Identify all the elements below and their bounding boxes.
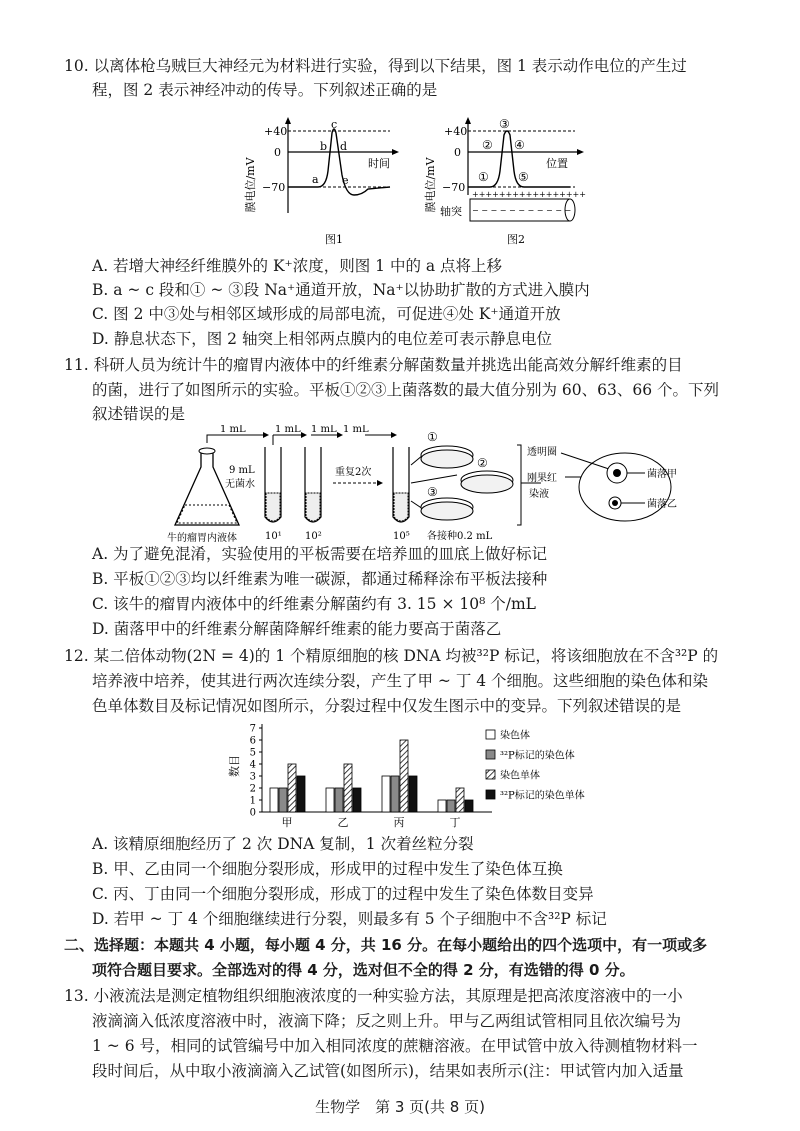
section2-line2: 项符合题目要求。全部选对的得 4 分，选对但不全的得 2 分，有选错的得 0 分。 [92,961,635,979]
fig1-tick-m70: −70 [262,181,286,194]
q11-plate-1: ① [427,430,438,444]
chart-bar [456,788,464,812]
q10-stem-line2: 程，图 2 表示神经冲动的传导。下列叙述正确的是 [92,81,438,99]
fig1-label-d: d [340,140,348,153]
chart-legend-label: 染色单体 [500,770,540,782]
q11-ml-4: 1 mL [343,425,369,435]
chart-bar [465,800,473,812]
chart-legend-swatch [486,790,495,799]
chart-y-tick-label: 5 [249,747,256,759]
q12-option-c: C. 丙、丁由同一个细胞分裂形成，形成丁的过程中发生了染色体数目变异 [92,885,594,903]
chart-legend-swatch [486,770,495,779]
q13-line4: 段时间后，从中取小液滴滴入乙试管(如图所示)，结果如表所示(注：甲试管内加入适量 [92,1062,684,1080]
q13-line1: 13. 小液流法是测定植物组织细胞液浓度的一种实验方法，其原理是把高浓度溶液中的一小 [64,987,683,1005]
q10-option-d: D. 静息状态下，图 2 轴突上相邻两点膜内的电位差可表示静息电位 [92,330,552,348]
chart-legend-label: 染色体 [500,730,530,742]
fig2-tick-40: +40 [444,125,468,138]
q11-option-b: B. 平板①②③均以纤维素为唯一碳源，都通过稀释涂布平板法接种 [92,570,548,588]
chart-bar [391,776,399,812]
chart-x-label: 甲 [281,816,293,829]
chart-ylabel: 数目 [228,755,241,777]
fig2-point-3: ③ [499,117,510,131]
q10-option-c: C. 图 2 中③处与相邻区域形成的局部电流，可促进④处 K⁺通道开放 [92,305,561,323]
fig2-point-5: ⑤ [518,170,529,184]
chart-y-tick-label: 6 [249,735,256,747]
q12-option-d: D. 若甲 ~ 丁 4 个细胞继续进行分裂，则最多有 5 个子细胞中不含³²P 标记 [92,910,607,928]
q11-colony-b: 菌落乙 [647,499,677,510]
q10-stem-line1: 10. 以离体枪乌贼巨大神经元为材料进行实验，得到以下结果，图 1 表示动作电位的产生过 [64,57,687,75]
chart-legend-swatch [486,750,495,759]
fig1-tick-0: 0 [274,146,281,159]
q11-plate-2: ② [477,456,488,470]
q11-colony-a: 菌落甲 [647,469,677,480]
page-footer: 生物学 第 3 页(共 8 页) [315,1098,485,1116]
chart-bar [335,788,343,812]
chart-bar [288,764,296,812]
chart-legend-swatch [486,730,495,739]
chart-legend-label: ³²P标记的染色体 [500,750,575,762]
chart-y-tick-label: 3 [249,771,256,783]
q11-tube-10-2: 10² [305,531,322,542]
chart-bar [382,776,390,812]
chart-bar [353,788,361,812]
fig2-tick-m70: −70 [442,181,466,194]
q12-bar-chart [228,720,628,830]
q11-stem-line2: 的菌，进行了如图所示的实验。平板①②③上菌落数的最大值分别为 60、63、66 个。下列 [92,381,720,399]
fig2-point-1: ① [478,170,489,184]
fig2-point-2: ② [482,138,493,152]
q11-dye-label2: 染液 [529,489,549,500]
fig1-tick-40: +40 [264,125,288,138]
fig2-ylabel: 膜电位/mV [424,157,437,213]
q11-tube-10-1: 10¹ [265,531,282,542]
q11-option-a: A. 为了避免混淆，实验使用的平板需要在培养皿的皿底上做好标记 [92,545,548,563]
fig2-tick-0: 0 [454,146,461,159]
q12-stem-line1: 12. 某二倍体动物(2N = 4)的 1 个精原细胞的核 DNA 均被³²P 标记，将该细胞放在不含³²P 的 [64,647,719,665]
q10-option-b: B. a ~ c 段和① ~ ③段 Na⁺通道开放，Na⁺以协助扩散的方式进入膜内 [92,281,590,299]
q11-tube-10-5: 10⁵ [393,531,410,542]
chart-bar [326,788,334,812]
q10-figure1 [240,115,410,250]
fig1-label-c: c [331,118,338,131]
q11-ml-3: 1 mL [311,425,337,435]
chart-x-label: 丙 [393,816,405,829]
fig1-caption: 图1 [325,233,343,246]
fig1-label-a: a [312,173,319,186]
q11-stem-line1: 11. 科研人员为统计牛的瘤胃内液体中的纤维素分解菌数量并挑选出能高效分解纤维素的目 [64,356,683,374]
q11-inoculate-label: 各接种0.2 mL [427,531,493,542]
q11-dye-label1: 刚果红 [527,473,557,484]
chart-bar [270,788,278,812]
q13-line3: 1 ~ 6 号，相同的试管编号中加入相同浓度的蔗糖溶液。在甲试管中放入待测植物材料一 [92,1037,698,1055]
q11-option-c: C. 该牛的瘤胃内液体中的纤维素分解菌约有 3. 15 × 10⁸ 个/mL [92,595,536,613]
chart-x-label: 丁 [449,816,461,829]
q10-figure2 [420,115,600,250]
fig2-axon-label: 轴突 [440,205,462,218]
chart-y-tick-label: 1 [249,795,256,807]
chart-bar [438,800,446,812]
q11-ml-1: 1 mL [220,425,246,435]
fig1-xlabel: 时间 [368,157,390,170]
q11-plate-3: ③ [427,485,438,499]
chart-bar [297,776,305,812]
q11-halo-label: 透明圈 [527,447,557,458]
chart-bar [409,776,417,812]
q11-stem-line3: 叙述错误的是 [92,405,186,423]
q11-water-vol: 9 mL [229,465,255,476]
chart-y-tick-label: 0 [249,807,256,819]
chart-x-label: 乙 [337,816,349,829]
q12-option-b: B. 甲、乙由同一个细胞分裂形成，形成甲的过程中发生了染色体互换 [92,860,563,878]
fig2-point-4: ④ [514,138,525,152]
q11-water-label: 无菌水 [225,479,255,490]
fig2-axon-plus: +++++++++++++++++ [472,190,586,199]
fig2-caption: 图2 [507,233,525,246]
fig1-ylabel: 膜电位/mV [244,157,257,213]
chart-legend-label: ³²P标记的染色单体 [500,790,585,802]
chart-bar [279,788,287,812]
q11-option-d: D. 菌落甲中的纤维素分解菌降解纤维素的能力要高于菌落乙 [92,620,502,638]
q10-option-a: A. 若增大神经纤维膜外的 K⁺浓度，则图 1 中的 a 点将上移 [92,257,503,275]
q11-repeat-label: 重复2次 [335,467,372,478]
q13-line2: 液滴滴入低浓度溶液中时，液滴下降；反之则上升。甲与乙两组试管相同且依次编号为 [92,1012,682,1030]
chart-y-tick-label: 2 [249,783,256,795]
q12-stem-line2: 培养液中培养，使其进行两次连续分裂，产生了甲 ~ 丁 4 个细胞。这些细胞的染色体和染 [92,672,709,690]
fig2-axon-minus: − − − − − − − − − − − [472,206,572,215]
q11-ml-2: 1 mL [275,425,301,435]
fig1-label-b: b [320,140,328,153]
fig2-xlabel: 位置 [546,157,568,170]
chart-bar [344,764,352,812]
section2-line1: 二、选择题：本题共 4 小题，每小题 4 分，共 16 分。在每小题给出的四个选项中，有一项或多 [64,936,708,954]
q12-option-a: A. 该精原细胞经历了 2 次 DNA 复制，1 次着丝粒分裂 [92,835,474,853]
q11-experiment-figure [165,425,685,545]
chart-y-tick-label: 4 [249,759,256,771]
chart-bar [447,800,455,812]
fig1-label-e: e [342,174,349,187]
q11-liquid-label: 牛的瘤胃内液体 [167,533,237,544]
chart-y-tick-label: 7 [249,723,256,735]
q12-stem-line3: 色单体数目及标记情况如图所示，分裂过程中仅发生图示中的变异。下列叙述错误的是 [92,697,682,715]
chart-bar [400,740,408,812]
